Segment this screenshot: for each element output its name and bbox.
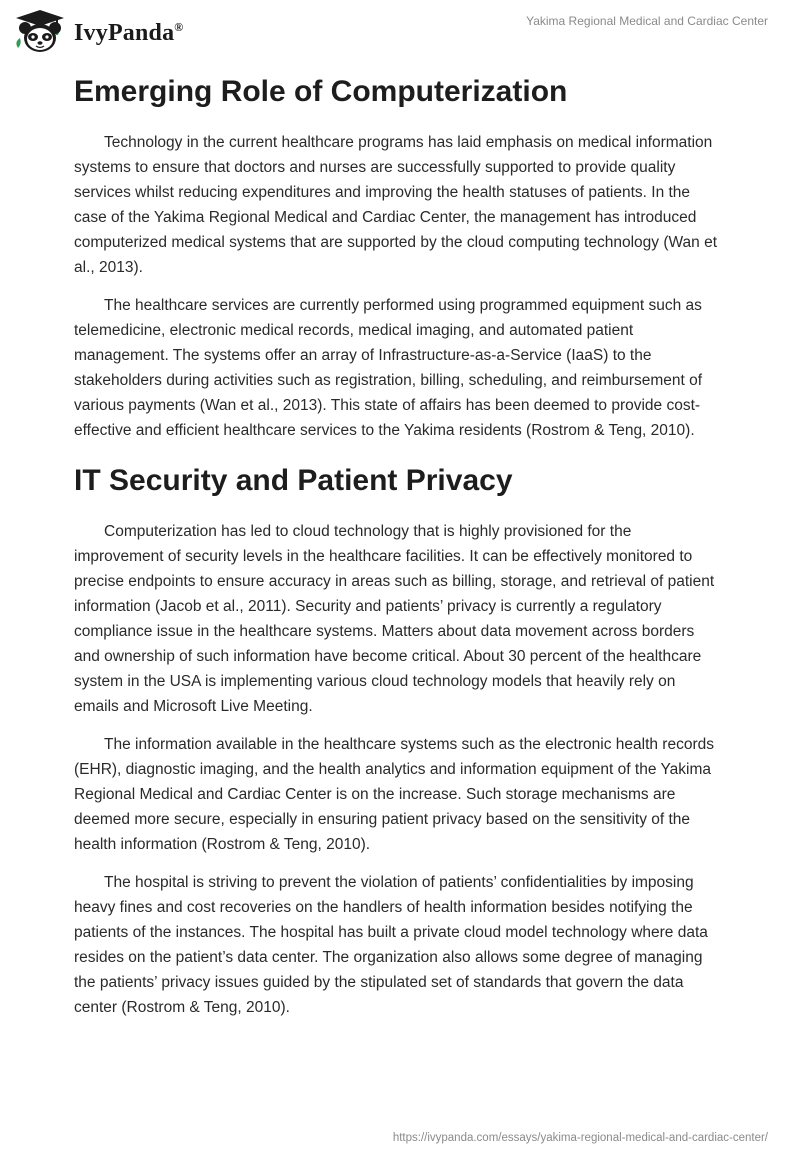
section-heading: Emerging Role of Computerization xyxy=(74,75,568,108)
panda-graduate-icon xyxy=(12,8,68,56)
source-url[interactable]: https://ivypanda.com/essays/yakima-regional-medical-and-cardiac-center/ xyxy=(392,1132,768,1144)
document-title: Yakima Regional Medical and Cardiac Center xyxy=(526,14,768,28)
paragraph: The information available in the healthcare systems such as the electronic health records (EHR), diagnostic imaging, and the health analytics and information equipment of the Yakima Regional Medical and Cardiac Center is on the increase. Such storage mechanisms are deemed more secure, especially in ensuring patient privacy based on the sensitivity of the health information (Rostrom & Teng, 2010). xyxy=(74,736,714,853)
paragraph: The healthcare services are currently performed using programmed equipment such as telemedicine, electronic medical records, medical imaging, and automated patient management. The systems offer an array of Infrastructure-as-a-Service (IaaS) to the stakeholders during activities such as registration, billing, scheduling, and reimbursement of various payments (Wan et al., 2013). This state of affairs has been deemed to provide cost-effective and efficient healthcare services to the Yakima residents (Rostrom & Teng, 2010). xyxy=(74,297,703,439)
brand-logo[interactable] xyxy=(12,8,183,56)
paragraph: Technology in the current healthcare programs has laid emphasis on medical information systems to ensure that doctors and nurses are successfully supported to provide quality services whilst reducing expenditures and improving the health statuses of patients. In the case of the Yakima Regional Medical and Cardiac Center, the management has introduced computerized medical systems that are supported by the cloud computing technology (Wan et al., 2013). xyxy=(74,134,718,276)
brand-name: IvyPanda® xyxy=(74,19,184,46)
registered-mark: ® xyxy=(174,19,184,34)
paragraph: The hospital is striving to prevent the violation of patients’ confidentialities by imposing heavy fines and cost recoveries on the handlers of health information besides notifying the patients of the instances. The hospital has built a private cloud model technology where data resides on the patient’s data center. The organization also allows some degree of managing the patients’ privacy issues guided by the stipulated set of standards that govern the data center (Rostrom & Teng, 2010). xyxy=(74,874,708,1016)
page-header xyxy=(0,0,800,64)
article-body xyxy=(74,70,724,1033)
section-heading: IT Security and Patient Privacy xyxy=(74,464,513,497)
paragraph: Computerization has led to cloud technology that is highly provisioned for the improvement of security levels in the healthcare facilities. It can be effectively monitored to precise endpoints to ensure accuracy in areas such as billing, storage, and retrieval of patient information (Jacob et al., 2011). Security and patients’ privacy is currently a regulatory compliance issue in the healthcare systems. Matters about data movement across borders and ownership of such information have become critical. About 30 percent of the healthcare system in the USA is implementing various cloud technology models that heavily rely on emails and Microsoft Live Meeting. xyxy=(74,523,715,715)
